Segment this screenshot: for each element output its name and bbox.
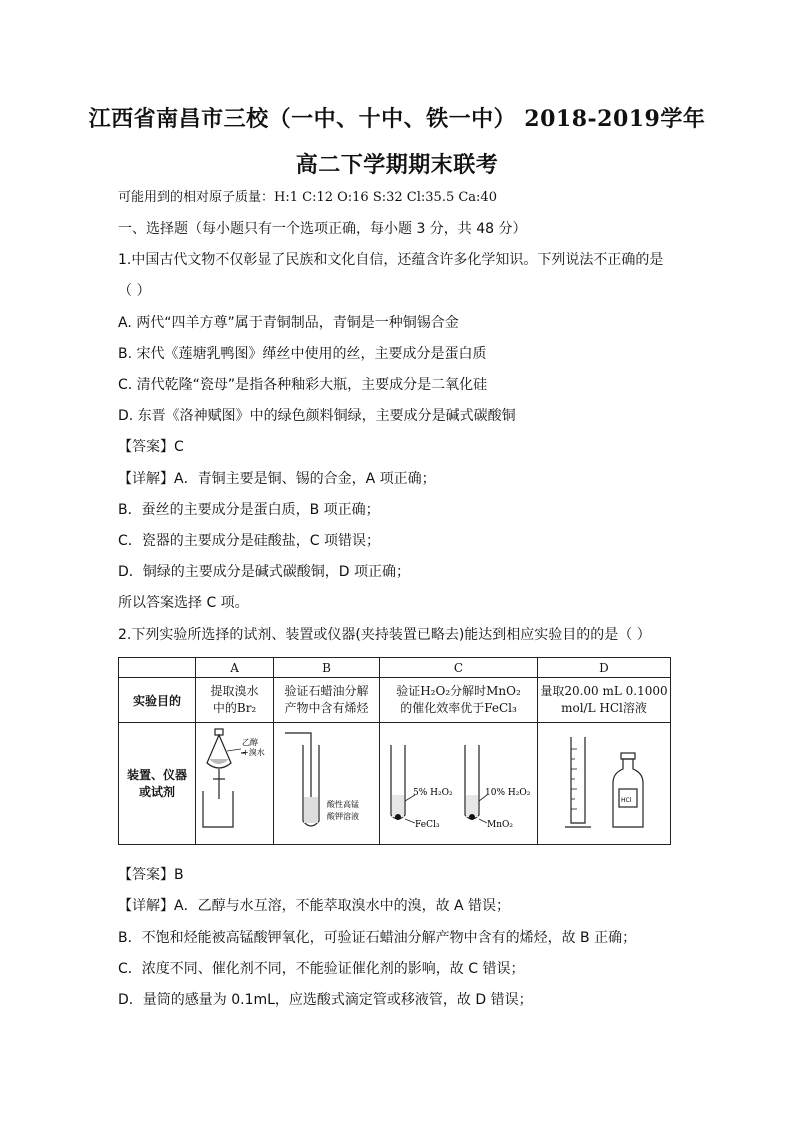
q2-analysis-2: B．不饱和烃能被高锰酸钾氧化，可验证石蜡油分解产物中含有的烯烃，故 B 正确； — [118, 930, 637, 946]
q1-option-c: C. 清代乾隆“瓷母”是指各种釉彩大瓶，主要成分是二氧化硅 — [118, 377, 488, 393]
two-test-tubes-diagram — [381, 723, 537, 841]
purpose-d — [537, 678, 670, 723]
row-label-apparatus-line1: 装置、仪器 — [127, 767, 188, 782]
purpose-b — [274, 678, 380, 723]
table-header-d: D — [537, 658, 670, 678]
purpose-c-line2: 的催化效率优于FeCl₃ — [400, 701, 517, 715]
row-label-purpose: 实验目的 — [119, 678, 196, 723]
apparatus-b — [274, 723, 380, 845]
purpose-c — [380, 678, 538, 723]
q2-analysis-1: 【详解】A．乙醇与水互溶，不能萃取溴水中的溴，故 A 错误； — [118, 898, 511, 914]
title-line-2: 高二下学期期末联考 — [295, 152, 499, 178]
separatory-funnel-diagram — [197, 723, 273, 841]
cylinder-and-bottle-diagram — [539, 723, 669, 841]
title-line-1: 江西省南昌市三校（一中、十中、铁一中） 2018-2019学年 — [88, 106, 706, 132]
q2-answer: 【答案】B — [118, 867, 184, 883]
label-c-right-bottom: MnO₂ — [486, 820, 513, 830]
label-c-right-top: 10% H₂O₂ — [484, 788, 530, 798]
label-b-reagent-1: 酸性高锰 — [326, 800, 359, 809]
purpose-c-line1: 验证H₂O₂分解时MnO₂ — [396, 684, 521, 698]
purpose-b-line2: 产物中含有烯烃 — [284, 701, 369, 715]
q2-analysis-4: D．量筒的感量为 0.1mL，应选酸式滴定管或移液管，故 D 错误； — [118, 992, 533, 1008]
q1-analysis-2: B．蚕丝的主要成分是蛋白质，B 项正确； — [118, 502, 380, 518]
label-c-left-bottom: FeCl₃ — [414, 820, 439, 830]
q1-stem: 1.中国古代文物不仅彰显了民族和文化自信，还蕴含许多化学知识。下列说法不正确的是 — [118, 252, 664, 268]
table-header-b: B — [274, 658, 380, 678]
q1-analysis-3: C．瓷器的主要成分是硅酸盐，C 项错误； — [118, 533, 380, 549]
label-b-reagent-2: 酸钾溶液 — [326, 812, 359, 821]
q1-answer: 【答案】C — [118, 439, 184, 455]
experiment-table — [118, 657, 671, 845]
apparatus-c — [380, 723, 538, 845]
table-header-a: A — [196, 658, 274, 678]
purpose-d-line2: mol/L HCl溶液 — [561, 701, 647, 715]
section-heading: 一、选择题（每小题只有一个选项正确，每小题 3 分，共 48 分） — [118, 221, 527, 237]
purpose-a — [196, 678, 274, 723]
table-corner — [119, 658, 196, 678]
label-c-left-top: 5% H₂O₂ — [412, 788, 453, 798]
q1-option-b: B. 宋代《莲塘乳鸭图》缂丝中使用的丝，主要成分是蛋白质 — [118, 346, 487, 362]
purpose-a-line1: 提取溴水 — [210, 684, 259, 698]
label-a-reagent-2: +溴水 — [241, 748, 265, 757]
purpose-a-line2: 中的Br₂ — [212, 701, 257, 715]
purpose-d-line1: 量取20.00 mL 0.1000 — [540, 684, 668, 698]
q1-stem-bracket: （ ） — [118, 283, 151, 299]
q1-analysis-5: 所以答案选择 C 项。 — [118, 595, 249, 611]
label-a-reagent-1: 乙醇 — [241, 738, 258, 747]
table-header-c: C — [380, 658, 538, 678]
label-d-bottle: HCl — [620, 797, 632, 804]
q1-analysis-4: D．铜绿的主要成分是碱式碳酸铜，D 项正确； — [118, 564, 411, 580]
q1-analysis-1: 【详解】A．青铜主要是铜、锡的合金，A 项正确； — [118, 471, 436, 487]
atomic-mass-line: 可能用到的相对原子质量：H:1 C:12 O:16 S:32 Cl:35.5 Ca:40 — [118, 190, 497, 205]
purpose-b-line1: 验证石蜡油分解 — [284, 684, 369, 698]
q1-option-a: A. 两代“四羊方尊”属于青铜制品，青铜是一种铜锡合金 — [118, 315, 459, 331]
apparatus-a — [196, 723, 274, 845]
test-tube-diagram — [275, 723, 379, 841]
q2-analysis-3: C．浓度不同、催化剂不同，不能验证催化剂的影响，故 C 错误； — [118, 961, 525, 977]
row-label-apparatus — [119, 723, 196, 845]
q1-option-d: D. 东晋《洛神赋图》中的绿色颜料铜绿，主要成分是碱式碳酸铜 — [118, 408, 516, 424]
apparatus-d — [537, 723, 670, 845]
q2-stem: 2.下列实验所选择的试剂、装置或仪器(夹持装置已略去)能达到相应实验目的的是（ ） — [118, 627, 651, 643]
row-label-apparatus-line2: 或试剂 — [139, 784, 176, 799]
